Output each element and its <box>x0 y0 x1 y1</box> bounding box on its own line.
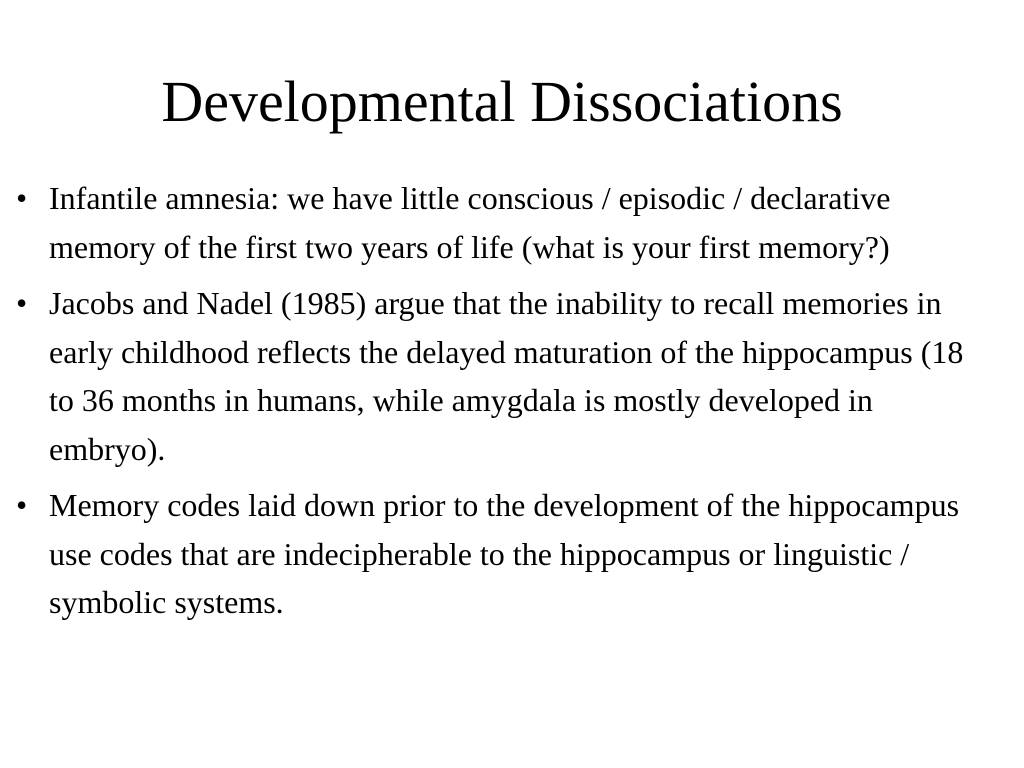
bullet-item-memory-codes <box>16 481 976 627</box>
slide-title: Developmental Dissociations <box>161 69 843 134</box>
bullet-dot-icon: • <box>16 487 28 523</box>
bullet-item-infantile-amnesia <box>16 174 976 271</box>
bullet-text: Infantile amnesia: we have little conscious / episodic / declarative memory of the first two years of life (what is your first memory?) <box>49 180 891 265</box>
bullet-dot-icon: • <box>16 285 28 321</box>
bullet-dot-icon: • <box>16 180 28 216</box>
bullet-list <box>16 174 976 635</box>
bullet-text: Memory codes laid down prior to the development of the hippocampus use codes that are indecipherable to the hippocampus or linguistic / symbolic systems. <box>49 487 960 620</box>
bullet-text: Jacobs and Nadel (1985) argue that the inability to recall memories in early childhood reflects the delayed maturation of the hippocampus (18 to 36 months in humans, while amygdala is mostly developed in embryo). <box>49 285 964 467</box>
bullet-item-jacobs-nadel <box>16 279 976 473</box>
